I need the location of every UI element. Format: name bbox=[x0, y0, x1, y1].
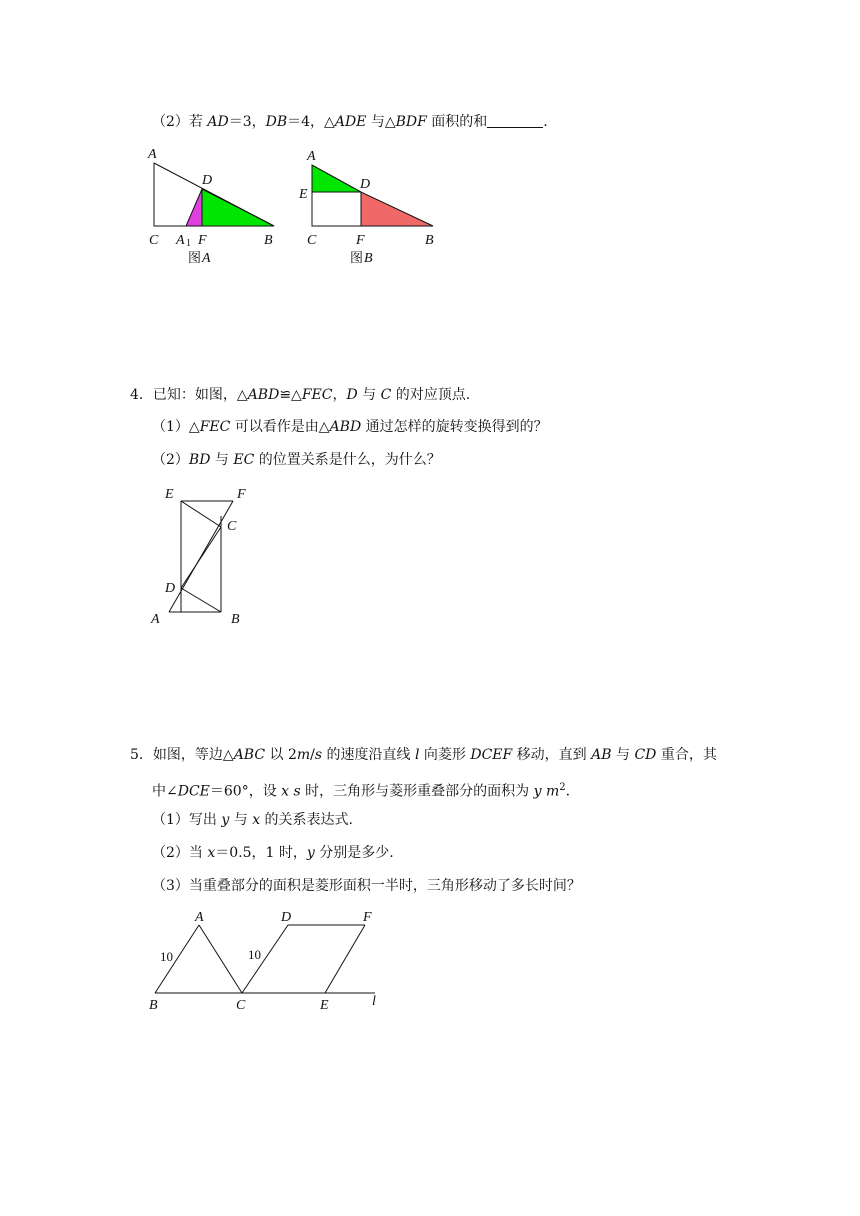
label-E: E bbox=[320, 998, 329, 1013]
label-A1-sub: 1 bbox=[186, 238, 191, 249]
label-D: D bbox=[202, 173, 213, 188]
label-F: F bbox=[237, 487, 246, 502]
caption-a-it: A bbox=[202, 251, 211, 266]
label-F: F bbox=[363, 910, 372, 925]
label-C: C bbox=[149, 233, 159, 248]
label-C: C bbox=[236, 998, 246, 1013]
label-A: A bbox=[148, 147, 157, 162]
q4-part1: （1）△FEC 可以看作是由△ABD 通过怎样的旋转变换得到的？ bbox=[152, 419, 548, 435]
label-B: B bbox=[149, 998, 158, 1013]
label-A: A bbox=[151, 612, 160, 627]
label-C: C bbox=[227, 519, 237, 534]
green-triangle bbox=[312, 165, 361, 192]
q5-part3: （3）当重叠部分的面积是菱形面积一半时，三角形移动了多长时间？ bbox=[152, 878, 581, 894]
q3-part2-text: （2）若 AD＝3，DB＝4，△ADE 与△BDF 面积的和 . bbox=[152, 114, 548, 130]
length-label-1: 10 bbox=[160, 949, 173, 964]
red-triangle bbox=[361, 192, 433, 226]
q4-part2: （2）BD 与 EC 的位置关系是什么，为什么？ bbox=[152, 452, 441, 468]
caption-a-pre: 图 bbox=[188, 250, 202, 265]
label-D: D bbox=[165, 581, 176, 596]
label-A: A bbox=[195, 910, 204, 925]
q5-stem-1: 5．如图，等边△ABC 以 2m/s 的速度沿直线 l 向菱形 DCEF 移动，直到 AB 与 CD 重合，其 bbox=[130, 747, 717, 763]
label-D: D bbox=[360, 177, 371, 192]
q5-part1: （1）写出 y 与 x 的关系表达式. bbox=[152, 812, 353, 828]
length-label-2: 10 bbox=[248, 947, 261, 962]
label-A: A bbox=[307, 149, 316, 164]
magenta-triangle bbox=[186, 189, 202, 226]
label-E: E bbox=[299, 187, 308, 202]
figure-b bbox=[298, 138, 448, 268]
q5-stem-2: 中∠DCE＝60°，设 x s 时，三角形与菱形重叠部分的面积为 y $m^2$. bbox=[152, 782, 571, 800]
label-F: F bbox=[198, 233, 207, 248]
label-F: F bbox=[356, 233, 365, 248]
answer-blank bbox=[487, 113, 543, 128]
figure-q4 bbox=[145, 480, 275, 630]
q5-part2: （2）当 x＝0.5，1 时，y 分别是多少. bbox=[152, 845, 394, 861]
white-rectangle bbox=[312, 192, 361, 226]
caption-b-it: B bbox=[364, 251, 373, 266]
label-C: C bbox=[307, 233, 317, 248]
label-B: B bbox=[264, 233, 273, 248]
label-B: B bbox=[231, 612, 240, 627]
figure-a bbox=[140, 138, 290, 268]
label-E: E bbox=[165, 487, 174, 502]
figure-q5 bbox=[145, 905, 395, 1015]
label-B: B bbox=[425, 233, 434, 248]
caption-b-pre: 图 bbox=[350, 250, 364, 265]
label-D: D bbox=[281, 910, 292, 925]
label-l: l bbox=[372, 994, 376, 1009]
label-A1: A bbox=[176, 233, 185, 248]
q4-stem: 4．已知：如图，△ABD≌△FEC，D 与 C 的对应顶点. bbox=[130, 387, 471, 403]
